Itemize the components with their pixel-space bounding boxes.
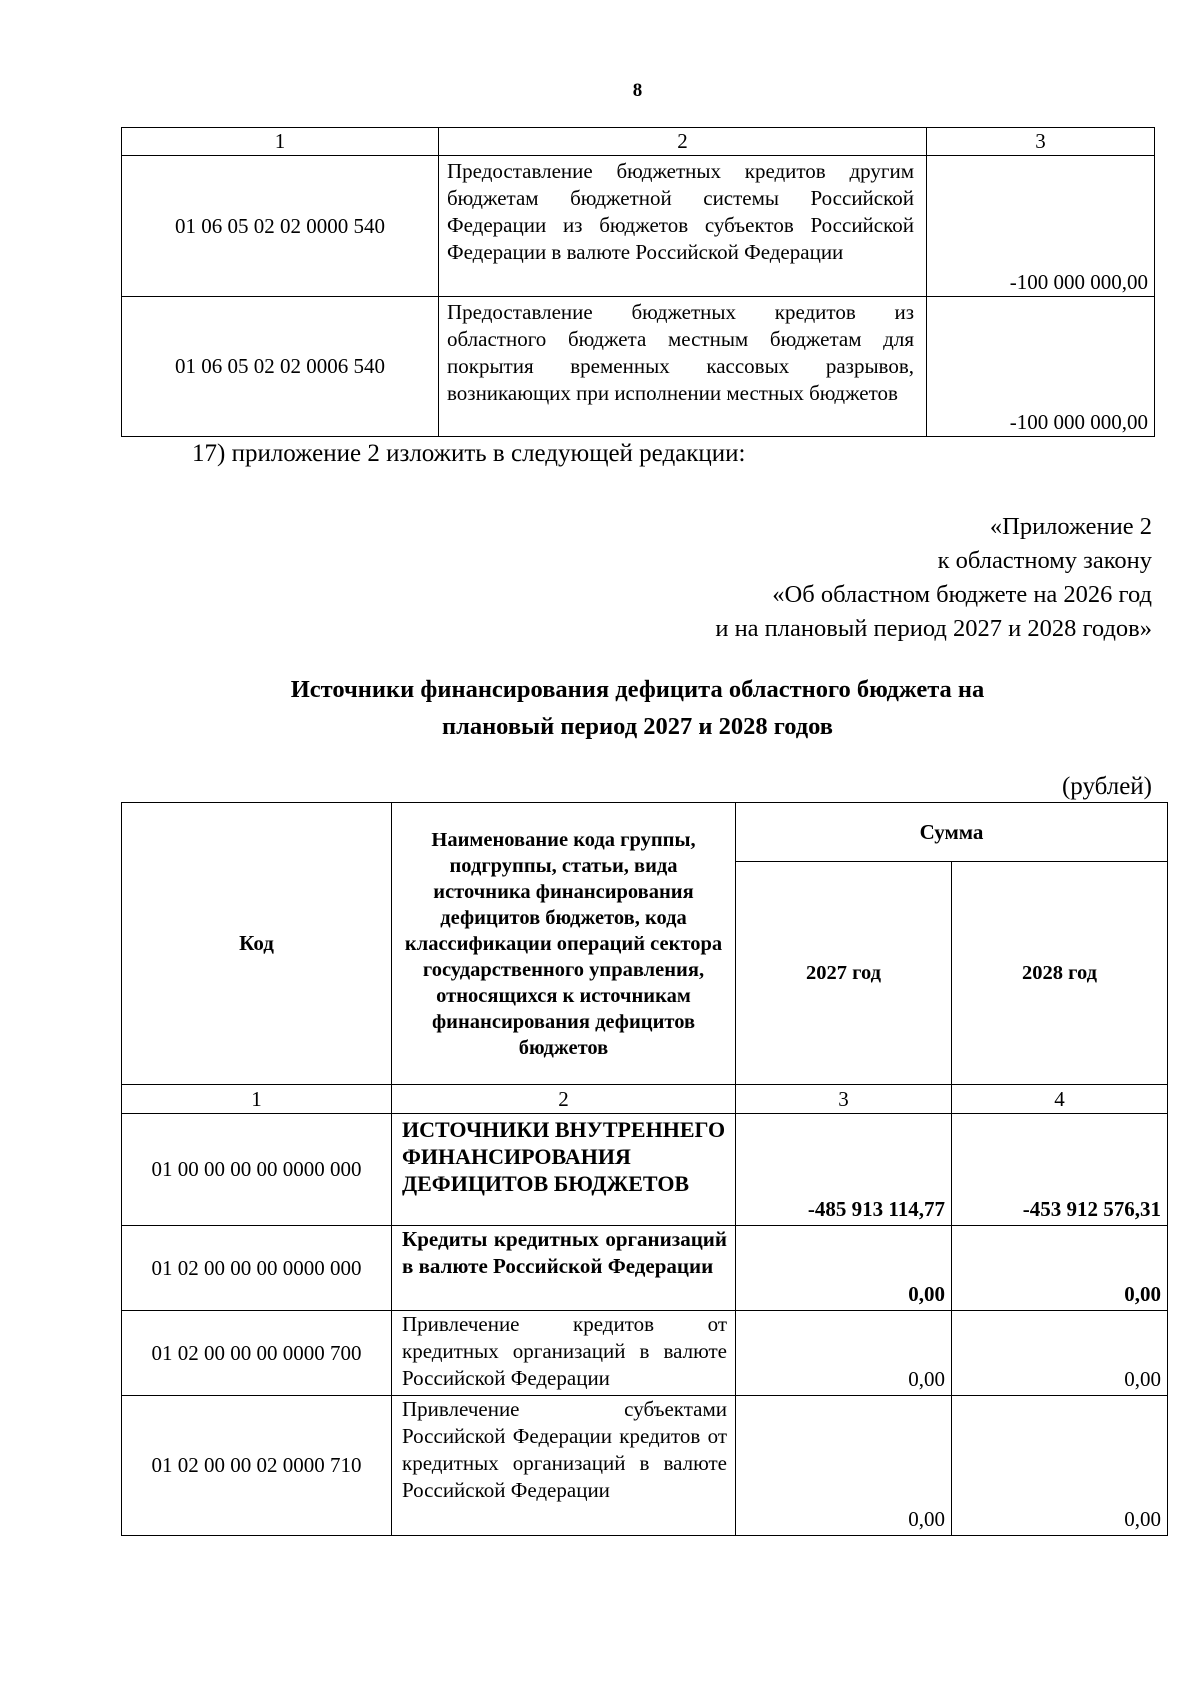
page-number: 8 bbox=[632, 80, 643, 101]
row-name: Привлечение кредитов от кредитных организаций в валюте Российской Федерации bbox=[392, 1311, 736, 1396]
row-sum-2028: 0,00 bbox=[952, 1396, 1168, 1536]
row-name: ИСТОЧНИКИ ВНУТРЕННЕГО ФИНАНСИРОВАНИЯ ДЕФИЦИТОВ БЮДЖЕТОВ bbox=[392, 1114, 736, 1226]
column-number-3: 3 bbox=[736, 1085, 952, 1114]
title-line: Источники финансирования дефицита областного бюджета на bbox=[290, 676, 985, 703]
table-row bbox=[122, 1114, 1168, 1226]
header-sum: Сумма bbox=[736, 803, 1168, 862]
appendix-header bbox=[715, 510, 1152, 646]
header-year-2028: 2028 год bbox=[952, 862, 1168, 1085]
column-number-1: 1 bbox=[122, 128, 439, 156]
row-sum-2027: 0,00 bbox=[736, 1396, 952, 1536]
table-row bbox=[122, 1396, 1168, 1536]
row-sum-2027: 0,00 bbox=[736, 1226, 952, 1311]
document-title bbox=[0, 671, 1200, 745]
continuation-table bbox=[121, 127, 1155, 437]
header-code: Код bbox=[122, 803, 392, 1085]
header-year-2027: 2027 год bbox=[736, 862, 952, 1085]
row-code: 01 02 00 00 02 0000 710 bbox=[122, 1396, 392, 1536]
row-sum-2028: -453 912 576,31 bbox=[952, 1114, 1168, 1226]
units-label: (рублей) bbox=[1061, 773, 1152, 800]
appendix-line: к областному закону bbox=[937, 547, 1152, 574]
appendix-line: «Об областном бюджете на 2026 год bbox=[772, 581, 1152, 608]
appendix-line: и на плановый период 2027 и 2028 годов» bbox=[715, 615, 1152, 642]
column-number-2: 2 bbox=[392, 1085, 736, 1114]
row-sum-2028: 0,00 bbox=[952, 1226, 1168, 1311]
column-number-4: 4 bbox=[952, 1085, 1168, 1114]
row-name: Предоставление бюджетных кредитов из областного бюджета местным бюджетам для покрытия временных кассовых разрывов, возникающих при исполнении местных бюджетов bbox=[439, 297, 927, 437]
column-numbers-row bbox=[122, 1085, 1168, 1114]
title-line: плановый период 2027 и 2028 годов bbox=[441, 713, 834, 740]
row-name: Предоставление бюджетных кредитов другим бюджетам бюджетной системы Российской Федерации из бюджетов субъектов Российской Федерации в валюте Российской Федерации bbox=[439, 156, 927, 297]
row-sum: -100 000 000,00 bbox=[927, 156, 1155, 297]
row-sum-2027: 0,00 bbox=[736, 1311, 952, 1396]
column-number-2: 2 bbox=[439, 128, 927, 156]
row-code: 01 06 05 02 02 0006 540 bbox=[122, 297, 439, 437]
amendment-paragraph: 17) приложение 2 изложить в следующей редакции: bbox=[192, 440, 746, 467]
column-number-3: 3 bbox=[927, 128, 1155, 156]
table-header-row bbox=[122, 803, 1168, 862]
appendix-line: «Приложение 2 bbox=[989, 513, 1152, 540]
row-sum: -100 000 000,00 bbox=[927, 297, 1155, 437]
row-code: 01 06 05 02 02 0000 540 bbox=[122, 156, 439, 297]
table-row bbox=[122, 1311, 1168, 1396]
header-name: Наименование кода группы, подгруппы, статьи, вида источника финансирования дефицитов бюджетов, кода классификации операций сектора государственного управления, относящихся к источникам финансирования дефицитов бюджетов bbox=[392, 803, 736, 1085]
table-row bbox=[122, 1226, 1168, 1311]
row-name: Кредиты кредитных организаций в валюте Российской Федерации bbox=[392, 1226, 736, 1311]
row-name: Привлечение субъектами Российской Федерации кредитов от кредитных организаций в валюте Российской Федерации bbox=[392, 1396, 736, 1536]
column-number-1: 1 bbox=[122, 1085, 392, 1114]
row-code: 01 02 00 00 00 0000 000 bbox=[122, 1226, 392, 1311]
row-sum-2027: -485 913 114,77 bbox=[736, 1114, 952, 1226]
row-sum-2028: 0,00 bbox=[952, 1311, 1168, 1396]
row-code: 01 00 00 00 00 0000 000 bbox=[122, 1114, 392, 1226]
table-row bbox=[122, 297, 1155, 437]
sources-table bbox=[121, 802, 1168, 1536]
table-row bbox=[122, 156, 1155, 297]
row-code: 01 02 00 00 00 0000 700 bbox=[122, 1311, 392, 1396]
table-header-row bbox=[122, 128, 1155, 156]
